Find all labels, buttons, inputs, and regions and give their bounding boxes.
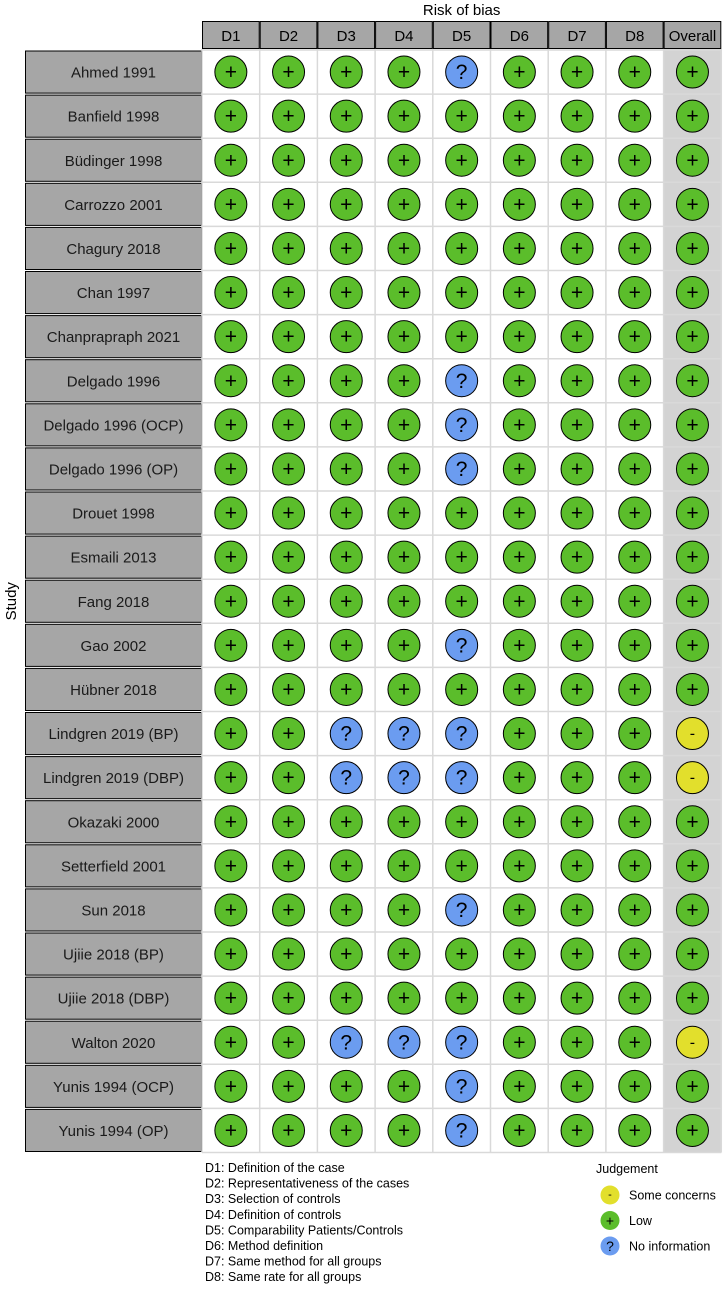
judgement-symbol: + xyxy=(513,1031,526,1055)
study-label: Büdinger 1998 xyxy=(64,152,163,170)
judgement-symbol: + xyxy=(397,281,411,305)
study-label: Esmaili 2013 xyxy=(70,549,157,567)
header-label-d6: D6 xyxy=(509,28,529,45)
judgement-symbol: + xyxy=(686,810,699,834)
judgement-symbol: + xyxy=(224,634,237,658)
judgement-symbol: + xyxy=(340,237,353,261)
judgement-symbol: ? xyxy=(340,1031,353,1055)
study-label: Setterfield 2001 xyxy=(60,858,167,876)
judgement-symbol: + xyxy=(686,325,699,349)
judgement-symbol: + xyxy=(686,61,699,85)
judgement-symbol: + xyxy=(628,987,641,1011)
judgement-symbol: + xyxy=(282,237,295,261)
judgement-symbol: + xyxy=(570,369,584,393)
judgement-symbol: ? xyxy=(455,1075,468,1099)
judgement-symbol: + xyxy=(224,546,237,570)
judgement-symbol: + xyxy=(397,810,411,834)
judgement-symbol: + xyxy=(397,237,411,261)
judgement-symbol: + xyxy=(628,413,641,437)
judgement-symbol: ? xyxy=(455,1119,468,1143)
judgement-symbol: + xyxy=(224,193,237,217)
judgement-symbol: + xyxy=(513,590,526,614)
study-label: Banfield 1998 xyxy=(67,108,160,126)
judgement-symbol: + xyxy=(224,810,237,834)
judgement-symbol: + xyxy=(628,678,641,702)
judgement-symbol: + xyxy=(686,854,699,878)
judgement-symbol: + xyxy=(686,193,699,217)
judgement-symbol: + xyxy=(513,854,526,878)
judgement-symbol: + xyxy=(513,237,526,261)
judgement-symbol: + xyxy=(628,634,641,658)
judgement-symbol: - xyxy=(689,725,696,743)
judgement-symbol: - xyxy=(689,1034,696,1052)
legend-symbol: - xyxy=(608,1189,612,1201)
judgement-symbol: + xyxy=(513,413,526,437)
judgement-symbol: + xyxy=(686,105,699,129)
legend-label: No information xyxy=(629,1239,711,1254)
domain-definition: D3: Selection of controls xyxy=(205,1192,341,1207)
judgement-symbol: + xyxy=(513,105,526,129)
judgement-symbol: + xyxy=(397,325,411,349)
study-label: Delgado 1996 (OP) xyxy=(48,461,179,479)
judgement-symbol: + xyxy=(282,810,295,834)
judgement-symbol: + xyxy=(686,1075,699,1099)
judgement-symbol: + xyxy=(282,943,295,967)
judgement-symbol: + xyxy=(397,1119,411,1143)
judgement-symbol: ? xyxy=(455,413,468,437)
judgement-symbol: + xyxy=(513,193,526,217)
judgement-symbol: + xyxy=(282,590,295,614)
judgement-symbol: + xyxy=(340,1119,353,1143)
domain-definition: D1: Definition of the case xyxy=(205,1161,345,1175)
judgement-symbol: + xyxy=(224,325,237,349)
domain-definition: D4: Definition of controls xyxy=(205,1207,342,1222)
judgement-symbol: + xyxy=(628,766,641,790)
judgement-symbol: + xyxy=(686,678,699,702)
judgement-symbol: + xyxy=(455,193,468,217)
judgement-symbol: + xyxy=(455,325,468,349)
judgement-symbol: + xyxy=(455,678,468,702)
judgement-symbol: + xyxy=(513,1119,526,1143)
judgement-symbol: + xyxy=(340,105,353,129)
judgement-symbol: + xyxy=(340,1075,353,1099)
judgement-symbol: + xyxy=(224,1031,237,1055)
judgement-symbol: ? xyxy=(398,722,410,746)
judgement-symbol: + xyxy=(628,546,641,570)
judgement-symbol: + xyxy=(570,634,584,658)
study-label: Sun 2018 xyxy=(81,902,146,920)
judgement-symbol: + xyxy=(628,943,641,967)
judgement-symbol: + xyxy=(397,854,411,878)
domain-header-row xyxy=(203,22,721,49)
judgement-symbol: + xyxy=(340,854,353,878)
judgement-symbol: + xyxy=(224,413,237,437)
judgement-symbol: ? xyxy=(398,766,410,790)
judgement-symbol: + xyxy=(455,105,468,129)
study-label: Gao 2002 xyxy=(80,637,147,655)
judgement-symbol: + xyxy=(513,61,526,85)
judgement-symbol: + xyxy=(224,854,237,878)
judgement-symbol: + xyxy=(686,413,699,437)
judgement-symbol: + xyxy=(686,590,699,614)
judgement-symbol: + xyxy=(686,546,699,570)
judgement-symbol: + xyxy=(686,943,699,967)
judgement-symbol: + xyxy=(340,325,353,349)
judgement-symbol: + xyxy=(513,546,526,570)
judgement-symbol: + xyxy=(282,61,295,85)
judgement-symbol: ? xyxy=(455,898,468,922)
judgement-symbol: + xyxy=(570,854,584,878)
header-label-d8: D8 xyxy=(625,28,645,45)
judgement-symbol: + xyxy=(570,237,584,261)
judgement-symbol: + xyxy=(570,987,584,1011)
judgement-symbol: + xyxy=(340,810,353,834)
judgement-symbol: + xyxy=(570,1119,584,1143)
study-label: Chagury 2018 xyxy=(66,240,161,258)
domain-definition: D2: Representativeness of the cases xyxy=(205,1176,410,1191)
legend-title: Judgement xyxy=(596,1162,658,1176)
judgement-symbol: + xyxy=(340,281,353,305)
header-label-d5: D5 xyxy=(452,28,472,45)
study-label: Delgado 1996 (OCP) xyxy=(43,417,184,435)
judgement-symbol: + xyxy=(340,678,353,702)
judgement-symbol: + xyxy=(513,766,526,790)
judgement-symbol: + xyxy=(686,1119,699,1143)
judgement-symbol: + xyxy=(340,457,353,481)
header-label-d2: D2 xyxy=(278,28,299,45)
judgement-symbol: + xyxy=(513,502,526,526)
judgement-symbol: + xyxy=(282,546,295,570)
judgement-symbol: + xyxy=(570,678,584,702)
judgement-symbol: + xyxy=(513,678,526,702)
judgement-symbol: + xyxy=(397,898,411,922)
domain-definition: D5: Comparability Patients/Controls xyxy=(205,1223,403,1238)
judgement-symbol: + xyxy=(513,1075,526,1099)
judgement-symbol: ? xyxy=(455,634,468,658)
judgement-symbol: + xyxy=(686,634,699,658)
header-label-d7: D7 xyxy=(567,28,587,45)
judgement-symbol: + xyxy=(686,281,699,305)
judgement-symbol: + xyxy=(282,1031,295,1055)
judgement-symbol: + xyxy=(628,810,641,834)
judgement-symbol: + xyxy=(397,193,411,217)
judgement-symbol: + xyxy=(282,678,295,702)
judgement-symbol: + xyxy=(570,810,584,834)
header-label-d4: D4 xyxy=(394,28,414,45)
study-label: Ujiie 2018 (BP) xyxy=(63,946,164,964)
judgement-symbol: + xyxy=(686,987,699,1011)
judgement-symbol: + xyxy=(397,502,411,526)
judgement-symbol: + xyxy=(224,590,237,614)
judgement-symbol: + xyxy=(397,546,411,570)
judgement-symbol: + xyxy=(686,502,699,526)
judgement-symbol: + xyxy=(455,546,468,570)
judgement-symbol: + xyxy=(570,1031,584,1055)
judgement-symbol: + xyxy=(340,149,353,173)
judgement-symbol: + xyxy=(282,1075,295,1099)
judgement-symbol: + xyxy=(628,149,641,173)
study-label: Yunis 1994 (OCP) xyxy=(53,1078,174,1096)
judgement-symbol: + xyxy=(282,1119,295,1143)
judgement-symbol: + xyxy=(282,898,295,922)
judgement-symbol: + xyxy=(455,149,468,173)
judgement-symbol: + xyxy=(628,898,641,922)
judgement-symbol: + xyxy=(397,678,411,702)
legend-label: Low xyxy=(629,1214,652,1228)
judgement-symbol: + xyxy=(224,898,237,922)
judgement-symbol: + xyxy=(282,281,295,305)
judgement-symbol: + xyxy=(686,369,699,393)
judgement-symbol: + xyxy=(397,590,411,614)
judgement-symbol: + xyxy=(513,898,526,922)
judgement-symbol: + xyxy=(224,1119,237,1143)
judgement-symbol: + xyxy=(397,61,411,85)
judgement-symbol: + xyxy=(686,457,699,481)
judgement-symbol: + xyxy=(628,281,641,305)
study-label: Okazaki 2000 xyxy=(67,814,160,832)
judgement-symbol: + xyxy=(397,634,411,658)
judgement-symbol: + xyxy=(397,413,411,437)
judgement-symbol: + xyxy=(628,854,641,878)
judgement-symbol: + xyxy=(455,854,468,878)
judgement-symbol: + xyxy=(686,149,699,173)
judgement-symbol: + xyxy=(340,546,353,570)
judgement-symbol: + xyxy=(397,1075,411,1099)
judgement-symbol: ? xyxy=(340,766,353,790)
judgement-symbol: + xyxy=(628,61,641,85)
judgement-symbol: + xyxy=(224,502,237,526)
judgement-symbol: + xyxy=(513,149,526,173)
judgement-symbol: + xyxy=(282,722,295,746)
judgement-symbol: + xyxy=(628,502,641,526)
judgement-symbol: + xyxy=(224,281,237,305)
judgement-symbol: + xyxy=(282,634,295,658)
judgement-symbol: + xyxy=(570,766,584,790)
judgement-symbol: + xyxy=(513,325,526,349)
judgement-symbol: + xyxy=(513,457,526,481)
judgement-symbol: + xyxy=(570,898,584,922)
study-label: Hübner 2018 xyxy=(70,681,157,699)
domain-definition: D7: Same method for all groups xyxy=(205,1254,382,1269)
judgement-symbol: + xyxy=(628,722,641,746)
judgement-symbol: + xyxy=(282,193,295,217)
judgement-symbol: + xyxy=(628,237,641,261)
header-label-d3: D3 xyxy=(336,28,356,45)
judgement-symbol: ? xyxy=(455,369,468,393)
judgement-symbol: + xyxy=(513,281,526,305)
judgement-symbol: + xyxy=(570,590,584,614)
header-label-d1: D1 xyxy=(221,28,241,45)
judgement-symbol: + xyxy=(282,413,295,437)
judgement-symbol: + xyxy=(340,590,353,614)
judgement-symbol: + xyxy=(513,634,526,658)
study-label: Fang 2018 xyxy=(77,593,150,611)
judgement-symbol: + xyxy=(455,281,468,305)
judgement-symbol: + xyxy=(397,943,411,967)
judgement-symbol: + xyxy=(224,678,237,702)
study-label: Delgado 1996 xyxy=(66,373,161,391)
judgement-symbol: ? xyxy=(455,722,468,746)
judgement-symbol: + xyxy=(513,369,526,393)
judgement-symbol: + xyxy=(397,987,411,1011)
judgement-symbol: ? xyxy=(455,1031,468,1055)
study-label: Ujiie 2018 (DBP) xyxy=(57,990,170,1008)
judgement-symbol: + xyxy=(628,325,641,349)
judgement-symbol: + xyxy=(224,766,237,790)
judgement-symbol: + xyxy=(224,369,237,393)
judgement-symbol: + xyxy=(628,369,641,393)
judgement-symbol: + xyxy=(282,987,295,1011)
judgement-symbol: + xyxy=(397,369,411,393)
judgement-symbol: + xyxy=(570,943,584,967)
study-label: Chanprapraph 2021 xyxy=(46,329,181,347)
study-label: Lindgren 2019 (BP) xyxy=(48,726,179,744)
judgement-symbol: + xyxy=(628,1119,641,1143)
judgement-symbol: + xyxy=(340,943,353,967)
judgement-symbol: + xyxy=(628,105,641,129)
judgement-symbol: + xyxy=(282,766,295,790)
judgement-symbol: + xyxy=(224,943,237,967)
study-label: Chan 1997 xyxy=(76,285,151,303)
header-label-overall: Overall xyxy=(668,28,717,45)
judgement-symbol: + xyxy=(570,281,584,305)
judgement-symbol: + xyxy=(340,502,353,526)
judgement-symbol: + xyxy=(224,237,237,261)
judgement-legend xyxy=(596,1162,716,1256)
judgement-symbol: + xyxy=(282,457,295,481)
judgement-symbol: + xyxy=(397,105,411,129)
judgement-symbol: + xyxy=(455,237,468,261)
judgement-symbol: + xyxy=(282,502,295,526)
study-label: Yunis 1994 (OP) xyxy=(58,1122,169,1140)
judgement-symbol: + xyxy=(224,61,237,85)
domain-definitions xyxy=(205,1161,409,1284)
judgement-symbol: + xyxy=(570,722,584,746)
judgement-symbol: + xyxy=(570,105,584,129)
judgement-symbol: + xyxy=(455,502,468,526)
judgement-symbol: + xyxy=(628,590,641,614)
domain-definition: D8: Same rate for all groups xyxy=(205,1270,362,1285)
judgement-symbol: + xyxy=(282,149,295,173)
judgement-symbol: + xyxy=(224,722,237,746)
y-axis-label: Study xyxy=(3,582,20,621)
judgement-grid xyxy=(202,49,721,1153)
judgement-symbol: + xyxy=(340,987,353,1011)
judgement-symbol: + xyxy=(513,810,526,834)
chart-title: Risk of bias xyxy=(422,2,501,19)
judgement-symbol: + xyxy=(455,810,468,834)
judgement-symbol: ? xyxy=(398,1031,410,1055)
study-label-column xyxy=(26,51,202,1152)
judgement-symbol: + xyxy=(570,546,584,570)
judgement-symbol: + xyxy=(282,369,295,393)
study-label: Ahmed 1991 xyxy=(70,64,157,82)
study-label: Drouet 1998 xyxy=(72,505,155,523)
judgement-symbol: + xyxy=(628,1031,641,1055)
judgement-symbol: + xyxy=(455,987,468,1011)
legend-symbol: ? xyxy=(606,1238,614,1254)
judgement-symbol: - xyxy=(689,769,696,787)
judgement-symbol: + xyxy=(340,634,353,658)
judgement-symbol: ? xyxy=(455,61,468,85)
judgement-symbol: + xyxy=(628,1075,641,1099)
judgement-symbol: + xyxy=(340,61,353,85)
judgement-symbol: + xyxy=(513,987,526,1011)
study-label: Walton 2020 xyxy=(71,1034,156,1052)
judgement-symbol: + xyxy=(282,105,295,129)
judgement-symbol: + xyxy=(570,193,584,217)
judgement-symbol: + xyxy=(570,61,584,85)
judgement-symbol: + xyxy=(570,149,584,173)
judgement-symbol: + xyxy=(397,149,411,173)
judgement-symbol: + xyxy=(224,457,237,481)
judgement-symbol: + xyxy=(340,193,353,217)
judgement-symbol: + xyxy=(224,987,237,1011)
legend-symbol: + xyxy=(605,1212,615,1229)
judgement-symbol: + xyxy=(570,325,584,349)
judgement-symbol: + xyxy=(513,722,526,746)
judgement-symbol: + xyxy=(397,457,411,481)
judgement-symbol: + xyxy=(686,898,699,922)
judgement-symbol: + xyxy=(628,193,641,217)
judgement-symbol: + xyxy=(513,943,526,967)
judgement-symbol: + xyxy=(455,943,468,967)
judgement-symbol: + xyxy=(455,590,468,614)
study-label: Carrozzo 2001 xyxy=(64,196,163,214)
judgement-symbol: + xyxy=(340,369,353,393)
judgement-symbol: + xyxy=(628,457,641,481)
legend-label: Some concerns xyxy=(629,1188,716,1203)
judgement-symbol: ? xyxy=(455,766,468,790)
judgement-symbol: + xyxy=(224,149,237,173)
judgement-symbol: ? xyxy=(340,722,353,746)
judgement-symbol: + xyxy=(570,1075,584,1099)
judgement-symbol: + xyxy=(224,1075,237,1099)
judgement-symbol: + xyxy=(686,237,699,261)
judgement-symbol: + xyxy=(340,898,353,922)
judgement-symbol: + xyxy=(282,325,295,349)
judgement-symbol: ? xyxy=(455,457,468,481)
judgement-symbol: + xyxy=(224,105,237,129)
study-label: Lindgren 2019 (DBP) xyxy=(43,770,184,788)
judgement-symbol: + xyxy=(570,502,584,526)
judgement-symbol: + xyxy=(282,854,295,878)
judgement-symbol: + xyxy=(570,457,584,481)
judgement-symbol: + xyxy=(570,413,584,437)
judgement-symbol: + xyxy=(340,413,353,437)
domain-definition: D6: Method definition xyxy=(205,1239,324,1253)
